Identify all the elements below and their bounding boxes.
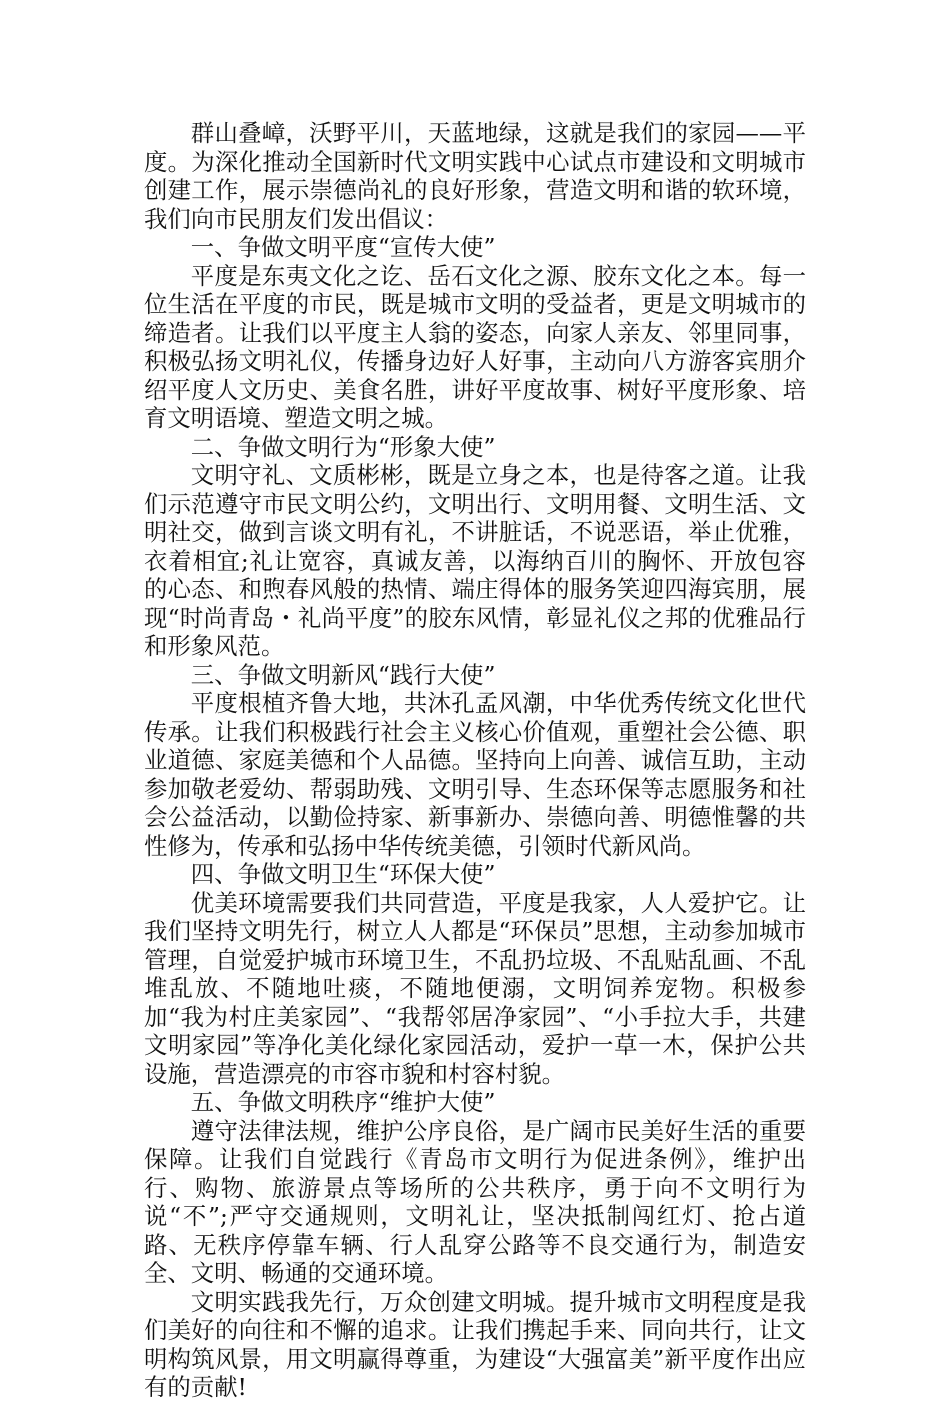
section-heading-4: 四、争做文明卫生“环保大使”: [190, 860, 496, 888]
section-paragraph-3: 平度根植齐鲁大地，共沐孔孟风潮，中华优秀传统文化世代传承。让我们积极践行社会主义核心价值观，重塑社会公德、职业道德、家庭美德和个人品德。坚持向上向善、诚信互助，主动参加敬老爱幼、帮弱助残、文明引导、生态环保等志愿服务和社会公益活动，以勤俭持家、新事新办、崇德向善、明德惟馨的共性修为，传承和弘扬中华传统美德，引领时代新风尚。: [144, 689, 806, 860]
section-heading-1: 一、争做文明平度“宣传大使”: [190, 233, 496, 261]
section-paragraph-2: 文明守礼、文质彬彬，既是立身之本，也是待客之道。让我们示范遵守市民文明公约，文明出行、文明用餐、文明生活、文明社交，做到言谈文明有礼，不讲脏话，不说恶语，举止优雅，衣着相宜;礼让宽容，真诚友善，以海纳百川的胸怀、开放包容的心态、和煦春风般的热情、端庄得体的服务笑迎四海宾朋，展现“时尚青岛・礼尚平度”的胶东风情，彰显礼仪之邦的优雅品行和形象风范。: [144, 461, 806, 660]
closing-paragraph: 文明实践我先行，万众创建文明城。提升城市文明程度是我们美好的向往和不懈的追求。让我们携起手来、同向共行，让文明构筑风景，用文明赢得尊重，为建设“大强富美”新平度作出应有的贡献!: [144, 1287, 806, 1401]
section-paragraph-4: 优美环境需要我们共同营造，平度是我家，人人爱护它。让我们坚持文明先行，树立人人都是“环保员”思想，主动参加城市管理，自觉爱护城市环境卫生，不乱扔垃圾、不乱贴乱画、不乱堆乱放、不随地吐痰，不随地便溺，文明饲养宠物。积极参加“我为村庄美家园”、“我帮邻居净家园”、“小手拉大手，共建文明家园”等净化美化绿化家园活动，爱护一草一木，保护公共设施，营造漂亮的市容市貌和村容村貌。: [144, 888, 806, 1088]
document-body: [144, 119, 806, 1402]
section-heading-2: 二、争做文明行为“形象大使”: [190, 432, 496, 461]
intro-paragraph: 群山叠嶂，沃野平川，天蓝地绿，这就是我们的家园——平度。为深化推动全国新时代文明实践中心试点市建设和文明城市创建工作，展示崇德尚礼的良好形象，营造文明和谐的软环境，我们向市民朋友们发出倡议：: [144, 119, 806, 233]
section-heading-3: 三、争做文明新风“践行大使”: [190, 660, 496, 689]
section-paragraph-5: 遵守法律法规，维护公序良俗，是广阔市民美好生活的重要保障。让我们自觉践行《青岛市文明行为促进条例》，维护出行、购物、旅游景点等场所的公共秩序，勇于向不文明行为说“不”;严守交通规则，文明礼让，坚决抵制闯红灯、抢占道路、无秩序停靠车辆、行人乱穿公路等不良交通行为，制造安全、文明、畅通的交通环境。: [144, 1116, 806, 1287]
section-paragraph-1: 平度是东夷文化之讫、岳石文化之源、胶东文化之本。每一位生活在平度的市民，既是城市文明的受益者，更是文明城市的缔造者。让我们以平度主人翁的姿态，向家人亲友、邻里同事，积极弘扬文明礼仪，传播身边好人好事，主动向八方游客宾朋介绍平度人文历史、美食名胜，讲好平度故事、树好平度形象、培育文明语境、塑造文明之城。: [144, 261, 806, 432]
section-heading-5: 五、争做文明秩序“维护大使”: [190, 1088, 496, 1116]
